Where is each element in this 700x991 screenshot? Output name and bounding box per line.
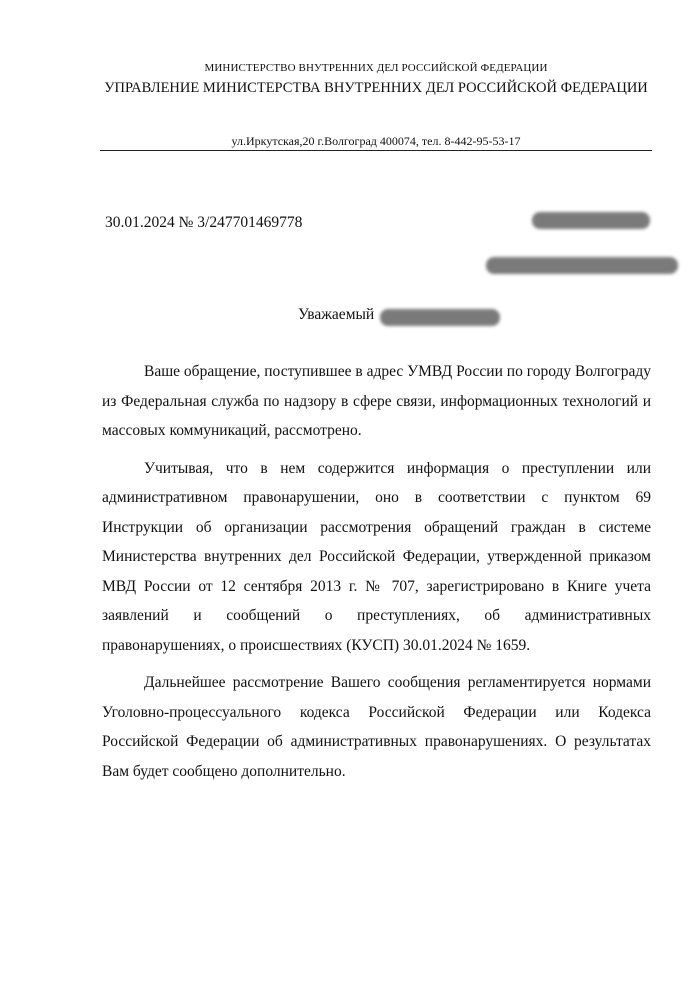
- letterhead-address: ул.Иркутская,20 г.Волгоград 400074, тел. 8-442-95-53-17: [231, 134, 521, 148]
- outgoing-number: 30.01.2024 № 3/247701469778: [105, 214, 303, 231]
- letterhead-department: УПРАВЛЕНИЕ МИНИСТЕРСТВА ВНУТРЕННИХ ДЕЛ РОССИЙСКОЙ ФЕДЕРАЦИИ: [104, 80, 648, 96]
- redacted-recipient-address: [486, 257, 678, 274]
- salutation: Уважаемый: [298, 306, 375, 323]
- paragraph-1: Ваше обращение, поступившее в адрес УМВД России по городу Волгограду из Федеральная служба по надзору в сфере связи, информационных технологий и массовых коммуникаций, рассмотрено.: [102, 363, 651, 439]
- paragraph-2: Учитывая, что в нем содержится информация о преступлении или административном правонарушении, оно в соответствии с пунктом 69 Инструкции об организации рассмотрения обращений граждан в системе Министерства внутренних дел Российской Федерации, утвержденной приказом МВД России от 12 сентября 2013 г. № 707, зарегистрировано в Книге учета заявлений и сообщений о преступлениях, об административных правонарушениях, о происшествиях (КУСП) 30.01.2024 № 1659.: [102, 459, 651, 654]
- letterhead-ministry: МИНИСТЕРСТВО ВНУТРЕННИХ ДЕЛ РОССИЙСКОЙ ФЕДЕРАЦИИ: [204, 62, 548, 74]
- paragraph-3: Дальнейшее рассмотрение Вашего сообщения регламентируется нормами Уголовно-процессуального кодекса Российской Федерации или Кодекса Российской Федерации об административных правонарушениях. О результатах Вам будет сообщено дополнительно.: [102, 674, 651, 780]
- redacted-salutation-name: [380, 309, 500, 326]
- letter-body: [102, 357, 651, 794]
- letterhead-rule: [100, 150, 652, 151]
- redacted-recipient-name: [532, 212, 650, 229]
